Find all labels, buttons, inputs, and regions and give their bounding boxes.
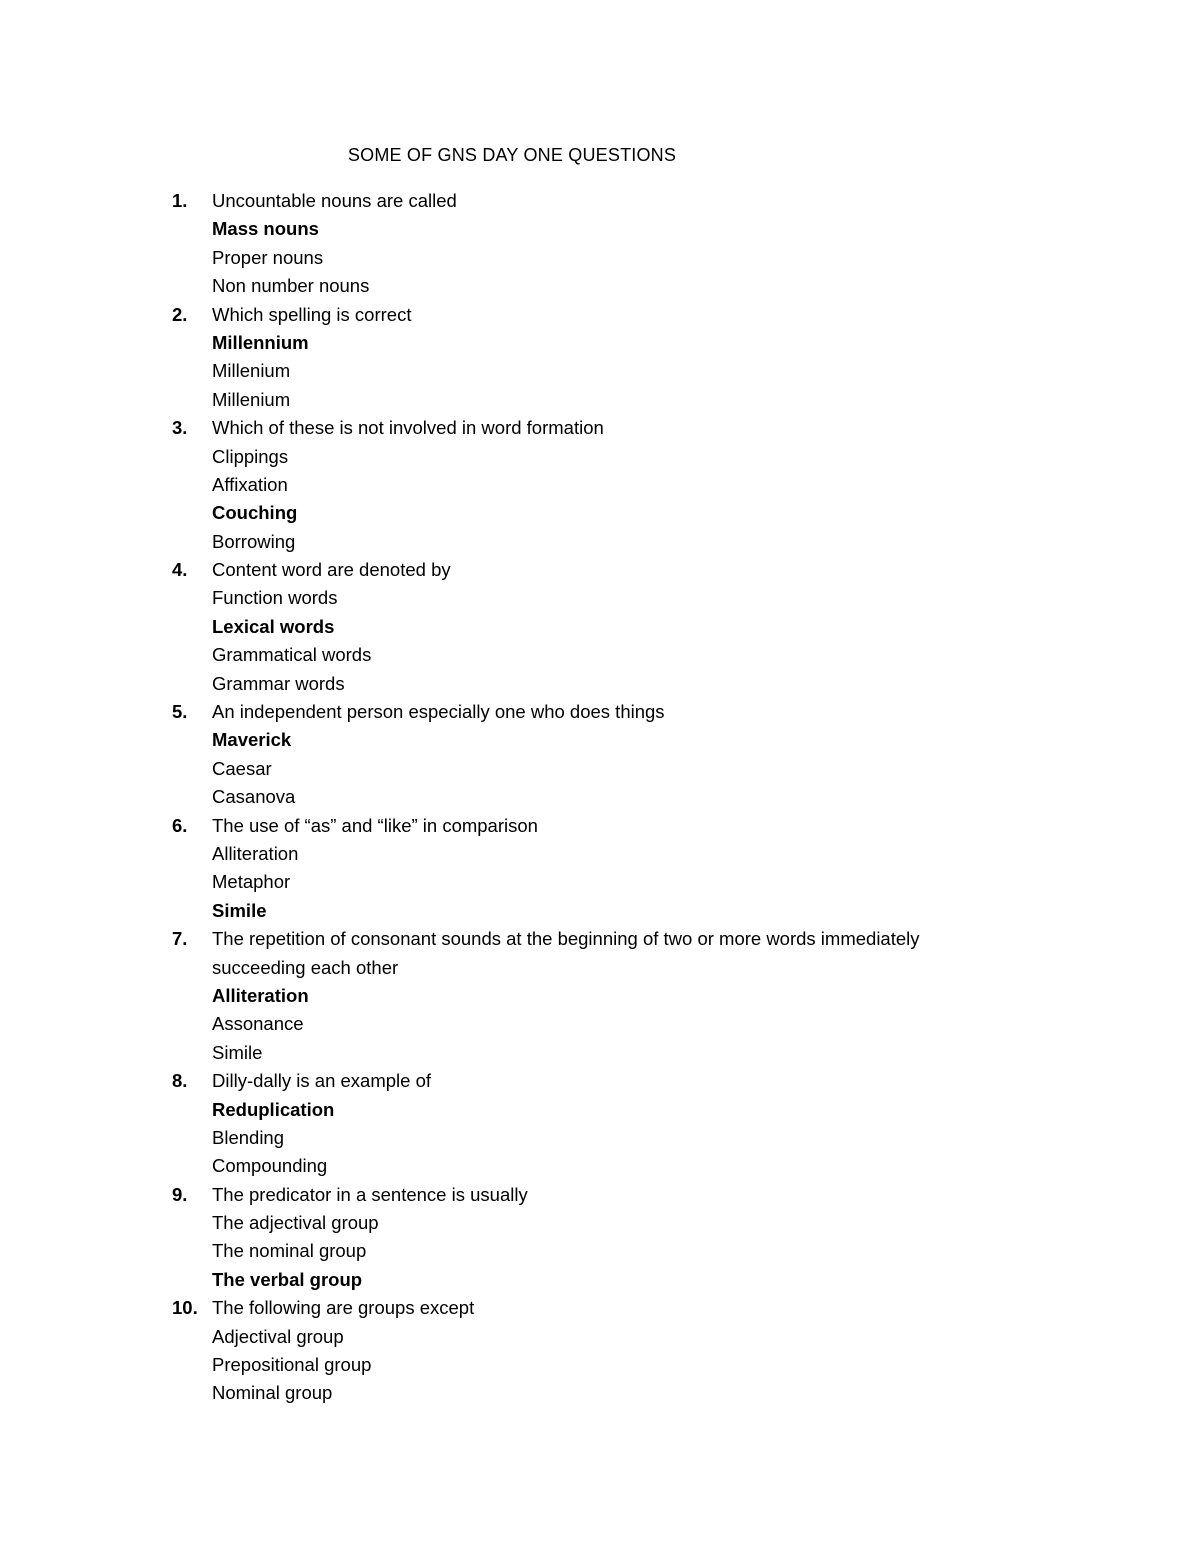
answer-option [172, 1209, 1052, 1237]
answer-option-correct [172, 215, 1052, 243]
answer-option [172, 357, 1052, 385]
question-text: Content word are denoted by [212, 559, 451, 581]
option-text: Reduplication [212, 1098, 335, 1120]
option-text: Grammatical words [212, 644, 372, 666]
option-indent [172, 1010, 212, 1038]
answer-option [172, 755, 1052, 783]
question-line [172, 698, 1052, 726]
question-line [172, 1181, 1052, 1209]
question-text: Which spelling is correct [212, 303, 412, 325]
question-item [172, 925, 1052, 1067]
option-indent [172, 1379, 212, 1407]
option-text: Maverick [212, 729, 292, 751]
option-indent [172, 783, 212, 811]
answer-option [172, 471, 1052, 499]
question-text: succeeding each other [212, 956, 399, 978]
answer-option [172, 1010, 1052, 1038]
answer-option-correct [172, 1266, 1052, 1294]
question-item [172, 698, 1052, 812]
answer-option [172, 584, 1052, 612]
question-number: 7. [172, 928, 188, 950]
question-item [172, 414, 1052, 556]
option-text: Adjectival group [212, 1325, 344, 1347]
question-text: The predicator in a sentence is usually [212, 1183, 528, 1205]
answer-option-correct [172, 726, 1052, 754]
option-indent [172, 1152, 212, 1180]
answer-option [172, 1039, 1052, 1067]
option-text: The verbal group [212, 1268, 363, 1290]
option-text: Grammar words [212, 672, 345, 694]
option-text: Prepositional group [212, 1354, 372, 1376]
question-text: An independent person especially one who does things [212, 701, 665, 723]
question-line [172, 812, 1052, 840]
option-indent [172, 868, 212, 896]
option-text: Clippings [212, 445, 289, 467]
question-number: 6. [172, 814, 188, 836]
answer-option [172, 1237, 1052, 1265]
question-number: 3. [172, 417, 188, 439]
option-text: Lexical words [212, 615, 335, 637]
question-number: 10. [172, 1297, 198, 1319]
answer-option-correct [172, 613, 1052, 641]
answer-option-correct [172, 499, 1052, 527]
answer-option-correct [172, 982, 1052, 1010]
answer-option [172, 1351, 1052, 1379]
answer-option [172, 528, 1052, 556]
option-text: Metaphor [212, 871, 291, 893]
question-line [172, 414, 1052, 442]
option-indent [172, 726, 212, 754]
question-list [172, 187, 1052, 1408]
option-indent [172, 982, 212, 1010]
option-indent [172, 1237, 212, 1265]
option-indent [172, 272, 212, 300]
answer-option [172, 1323, 1052, 1351]
option-text: Non number nouns [212, 275, 370, 297]
answer-option [172, 641, 1052, 669]
question-item [172, 556, 1052, 698]
answer-option [172, 443, 1052, 471]
answer-option-correct [172, 897, 1052, 925]
question-text: Which of these is not involved in word formation [212, 417, 604, 439]
answer-option [172, 1124, 1052, 1152]
option-indent [172, 1124, 212, 1152]
option-text: Millenium [212, 360, 291, 382]
option-text: Mass nouns [212, 218, 319, 240]
question-line [172, 556, 1052, 584]
option-indent [172, 1323, 212, 1351]
option-text: Alliteration [212, 984, 309, 1006]
answer-option [172, 1152, 1052, 1180]
option-indent [172, 755, 212, 783]
question-line [172, 1294, 1052, 1322]
option-indent [172, 1209, 212, 1237]
option-indent [172, 471, 212, 499]
question-text: The following are groups except [212, 1297, 475, 1319]
option-text: Function words [212, 587, 338, 609]
question-text: Dilly-dally is an example of [212, 1070, 432, 1092]
option-indent [172, 244, 212, 272]
option-text: Casanova [212, 786, 296, 808]
question-text: Uncountable nouns are called [212, 190, 457, 211]
option-text: Simile [212, 1041, 263, 1063]
question-line [172, 925, 1052, 953]
question-number-spacer [172, 954, 212, 982]
answer-option-correct [172, 329, 1052, 357]
question-item [172, 1181, 1052, 1295]
option-indent [172, 897, 212, 925]
question-item [172, 187, 1052, 301]
option-text: Nominal group [212, 1382, 333, 1404]
answer-option-correct [172, 1096, 1052, 1124]
option-text: The nominal group [212, 1240, 367, 1262]
question-number: 4. [172, 559, 188, 581]
option-indent [172, 443, 212, 471]
option-indent [172, 670, 212, 698]
option-text: The adjectival group [212, 1212, 379, 1234]
answer-option [172, 868, 1052, 896]
question-item [172, 812, 1052, 926]
option-indent [172, 528, 212, 556]
option-indent [172, 584, 212, 612]
option-indent [172, 1039, 212, 1067]
question-number: 8. [172, 1070, 188, 1092]
option-indent [172, 1351, 212, 1379]
question-line [172, 301, 1052, 329]
option-text: Alliteration [212, 842, 299, 864]
option-indent [172, 386, 212, 414]
document-title: SOME OF GNS DAY ONE QUESTIONS [347, 145, 677, 165]
option-indent [172, 1266, 212, 1294]
option-text: Borrowing [212, 530, 296, 552]
option-text: Blending [212, 1126, 285, 1148]
option-text: Proper nouns [212, 246, 324, 268]
answer-option [172, 670, 1052, 698]
question-text: The repetition of consonant sounds at the beginning of two or more words immediately [212, 928, 920, 950]
option-text: Compounding [212, 1155, 328, 1177]
option-text: Couching [212, 502, 298, 524]
option-text: Affixation [212, 473, 288, 495]
option-indent [172, 499, 212, 527]
option-indent [172, 840, 212, 868]
option-text: Millenium [212, 388, 291, 410]
answer-option [172, 272, 1052, 300]
answer-option [172, 1379, 1052, 1407]
question-line [172, 954, 1052, 982]
question-number: 5. [172, 701, 188, 723]
option-indent [172, 215, 212, 243]
question-item [172, 1067, 1052, 1181]
question-line [172, 187, 1052, 215]
option-text: Simile [212, 899, 267, 921]
option-indent [172, 329, 212, 357]
question-text: The use of “as” and “like” in comparison [212, 814, 538, 836]
answer-option [172, 244, 1052, 272]
option-text: Millennium [212, 331, 309, 353]
option-indent [172, 1096, 212, 1124]
option-indent [172, 613, 212, 641]
option-indent [172, 357, 212, 385]
question-number: 9. [172, 1183, 188, 1205]
question-number: 2. [172, 303, 188, 325]
question-line [172, 1067, 1052, 1095]
answer-option [172, 783, 1052, 811]
option-text: Caesar [212, 757, 272, 779]
answer-option [172, 386, 1052, 414]
question-number: 1. [172, 190, 188, 211]
option-indent [172, 641, 212, 669]
question-item [172, 1294, 1052, 1408]
answer-option [172, 840, 1052, 868]
option-text: Assonance [212, 1013, 304, 1035]
question-item [172, 301, 1052, 415]
